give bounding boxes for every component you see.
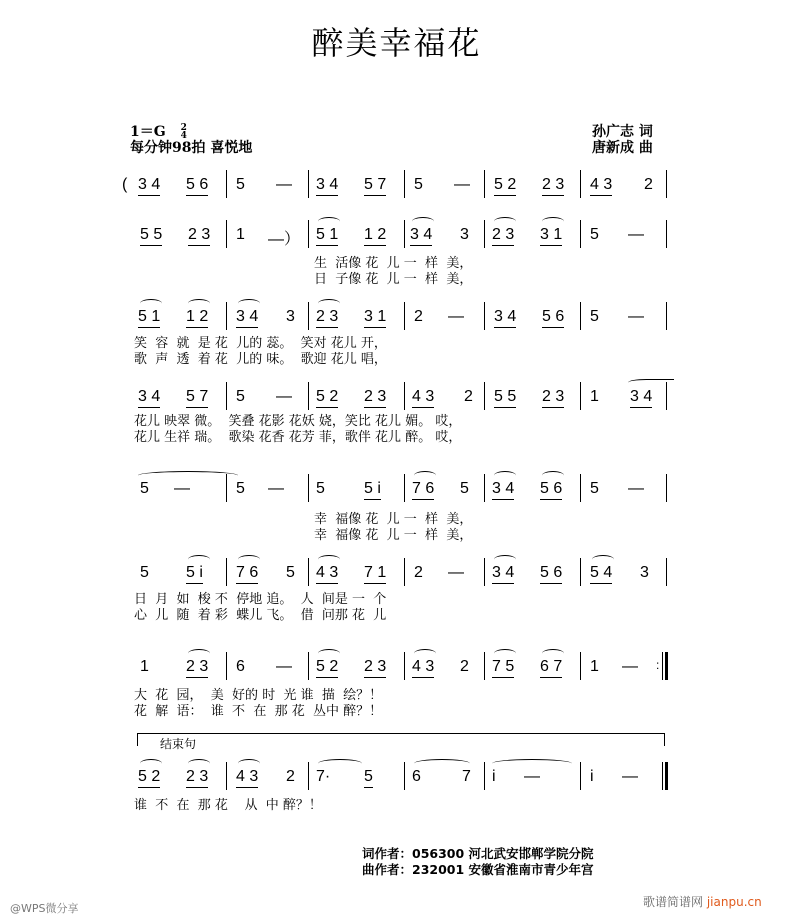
barline (580, 762, 581, 790)
final-barline (665, 762, 668, 790)
final-barline (665, 652, 668, 680)
lyrics-verse-1: 幸 福像 花 儿 一 样 美， (314, 512, 473, 527)
lyrics-ending: 谁 不 在 那 花 从 中 醉？！ (134, 798, 322, 813)
slur (318, 299, 340, 308)
barline (308, 762, 309, 790)
lyrics-verse-2: 幸 福像 花 儿 一 样 美， (314, 528, 473, 543)
lyrics-verse-1: 生 活像 花 儿 一 样 美， (314, 256, 473, 271)
barline (308, 474, 309, 502)
barline (308, 652, 309, 680)
song-title: 醉美幸福花 (311, 24, 482, 62)
barline (666, 382, 667, 410)
lyrics-verse-2: 花儿 生祥 瑞。 歌染 花香 花芳 菲，歌伴 花儿 醉。 哎， (134, 430, 462, 445)
barline (580, 652, 581, 680)
barline (404, 558, 405, 586)
barline (404, 652, 405, 680)
slur (188, 759, 210, 768)
slur (238, 555, 260, 564)
credits (362, 846, 594, 878)
slur (412, 217, 434, 226)
slur (140, 759, 162, 768)
barline (404, 762, 405, 790)
barline (404, 474, 405, 502)
slur (188, 299, 210, 308)
composer-address: 曲作者：232001 安徽省淮南市青少年宫 (362, 862, 594, 877)
tie (138, 471, 238, 480)
barline (308, 558, 309, 586)
barline (484, 762, 485, 790)
lyrics-verse-1: 日 月 如 梭 不 停地 追。 人 间是 一 个 (134, 592, 387, 607)
lyrics-verse-2: 花 解 语： 谁 不 在 那 花 丛中 醉？！ (134, 704, 383, 719)
lyrics-verse-1: 大 花 园， 美 好的 时 光 谁 描 绘？！ (134, 688, 383, 703)
site-watermark: 歌谱简谱网 jianpu.cn (643, 895, 762, 909)
key-signature: 1＝G (130, 124, 166, 140)
barline (404, 302, 405, 330)
barline (226, 170, 227, 198)
ending-bracket (137, 733, 665, 746)
key-line (130, 124, 252, 140)
barline (484, 220, 485, 248)
wps-watermark: @WPS微分享 (10, 902, 79, 915)
slur (542, 649, 564, 658)
barline (484, 302, 485, 330)
slur (494, 217, 516, 226)
barline (484, 382, 485, 410)
slur (494, 649, 516, 658)
time-signature: 2 4 (180, 123, 187, 141)
lyricist: 孙广志 词 (592, 124, 653, 140)
lyrics-verse-2: 歌 声 透 着 花 儿的 味。 歌迎 花儿 唱， (134, 352, 387, 367)
slur (318, 649, 340, 658)
slur (414, 649, 436, 658)
lyrics-verse-2: 日 子像 花 儿 一 样 美， (314, 272, 473, 287)
authors (592, 124, 653, 156)
slur (238, 759, 260, 768)
slur (592, 555, 614, 564)
slur (188, 649, 210, 658)
lyrics-verse-1: 笑 容 就 是 花 儿的 蕊。 笑对 花儿 开， (134, 336, 387, 351)
lyrics-verse-1: 花儿 映翠 微。 笑叠 花影 花妖 娆，笑比 花儿 媚。 哎， (134, 414, 462, 429)
barline (404, 170, 405, 198)
barline (580, 220, 581, 248)
barline (580, 474, 581, 502)
slur (494, 471, 516, 480)
barline (226, 558, 227, 586)
barline (226, 652, 227, 680)
slur (542, 217, 564, 226)
lyrics-verse-2: 心 儿 随 着 彩 蝶儿 飞。 借 问那 花 儿 (134, 608, 387, 623)
barline (484, 474, 485, 502)
barline (666, 302, 667, 330)
barline (662, 652, 663, 680)
barline (580, 302, 581, 330)
lyricist-address: 词作者：056300 河北武安邯郸学院分院 (362, 846, 594, 861)
barline (404, 220, 405, 248)
slur (318, 217, 340, 226)
barline (580, 382, 581, 410)
repeat-sign: : (656, 658, 660, 672)
slur (414, 759, 470, 768)
barline (226, 762, 227, 790)
barline (308, 220, 309, 248)
barline (226, 302, 227, 330)
slur (414, 471, 436, 480)
barline (484, 170, 485, 198)
barline (580, 170, 581, 198)
barline (308, 302, 309, 330)
song-meta (130, 124, 252, 156)
barline (484, 652, 485, 680)
tie (492, 759, 572, 768)
tie (628, 379, 674, 388)
slur (494, 555, 516, 564)
barline (308, 170, 309, 198)
ending-label: 结束句 (160, 737, 197, 751)
barline (580, 558, 581, 586)
barline (226, 382, 227, 410)
barline (666, 474, 667, 502)
intro-paren: ( (122, 176, 128, 193)
barline (308, 382, 309, 410)
slur (318, 759, 362, 768)
tempo: 每分钟98拍 喜悦地 (130, 140, 253, 156)
slur (318, 555, 340, 564)
slur (542, 471, 564, 480)
slur (238, 299, 260, 308)
barline (662, 762, 663, 790)
barline (666, 558, 667, 586)
slur (188, 555, 210, 564)
barline (404, 382, 405, 410)
barline (666, 220, 667, 248)
composer: 唐新成 曲 (592, 140, 653, 156)
slur (140, 299, 162, 308)
barline (226, 220, 227, 248)
barline (226, 474, 227, 502)
barline (666, 170, 667, 198)
barline (484, 558, 485, 586)
